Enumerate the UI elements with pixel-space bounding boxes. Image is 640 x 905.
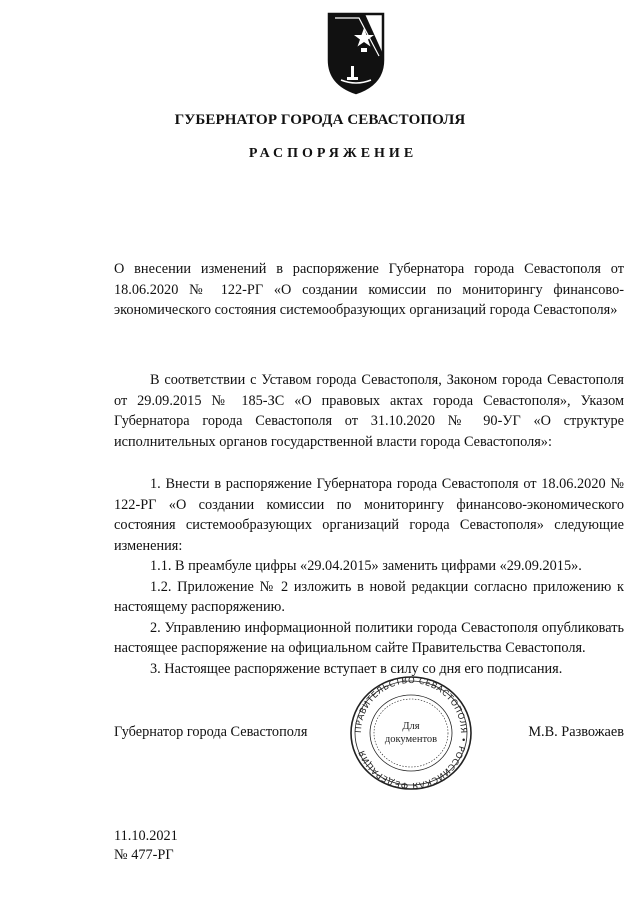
signatory-position: Губернатор города Севастополя (114, 724, 308, 740)
signatory-name: М.В. Развожаев (528, 724, 624, 740)
sevastopol-coat-of-arms-icon (325, 10, 387, 96)
order-item: 3. Настоящее распоряжение вступает в силу со дня его подписания. (150, 660, 563, 677)
order-item: 1.1. В преамбуле цифры «29.04.2015» заменить цифрами «29.09.2015». (150, 558, 582, 574)
seal-center-line2: документов (384, 734, 438, 745)
issuing-authority: ГУБЕРНАТОР ГОРОДА СЕВАСТОПОЛЯ (174, 112, 466, 128)
preamble (114, 370, 624, 452)
order-item: 1. Внести в распоряжение Губернатора города Севастополя от 18.06.2020 № 122-РГ «О создании комиссии по мониторингу финансово-экономического состояния системообразующих организаций города Севастополя» следующие изменения: (114, 476, 624, 554)
seal-center-line1: Для (402, 721, 420, 732)
order-items (114, 474, 624, 679)
official-seal (345, 674, 477, 792)
preamble-text: В соответствии с Уставом города Севастополя, Законом города Севастополя от 29.09.2015 № 185-ЗС «О правовых актах города Севастополя», Указом Губернатора города Севастополя от 31.10.2020 № 90-УГ «О структуре исполнительных органов государственной власти города Севастополя»: (114, 372, 624, 450)
document-footer (114, 827, 178, 865)
order-item: 2. Управлению информационной политики города Севастополя опубликовать настоящее распоряжение на официальном сайте Правительства Севастополя. (114, 619, 624, 656)
document-subject (114, 259, 624, 321)
subject-text: О внесении изменений в распоряжение Губернатора города Севастополя от 18.06.2020 № 122-РГ «О создании комиссии по мониторингу финансово-экономического состояния системообразующих организаций города Севастополя» (114, 261, 624, 318)
document-number: № 477-РГ (114, 847, 174, 863)
order-item: 1.2. Приложение № 2 изложить в новой редакции согласно приложению к настоящему распоряжению. (114, 578, 624, 615)
document-date: 11.10.2021 (114, 828, 178, 844)
document-type: РАСПОРЯЖЕНИЕ (248, 146, 418, 161)
seal-outer-text: ПРАВИТЕЛЬСТВО СЕВАСТОПОЛЯ • РОССИЙСКАЯ ФЕДЕРАЦИЯ (353, 675, 469, 791)
